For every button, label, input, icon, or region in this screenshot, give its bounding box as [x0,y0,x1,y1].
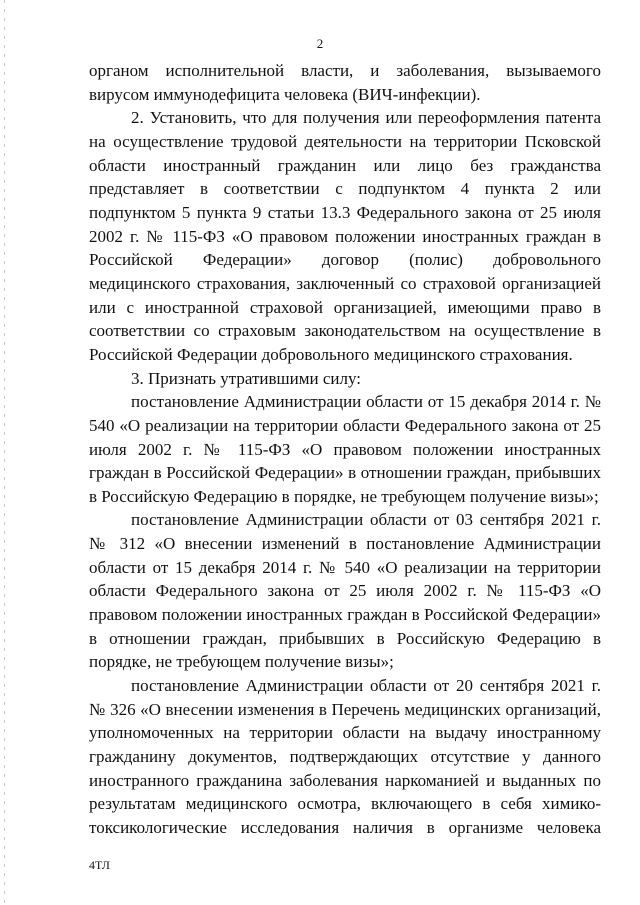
footer-code: 4ТЛ [89,858,110,872]
paragraph-repeal-326: постановление Администрации области от 20 сентября 2021 г. № 326 «О внесении изменения в Перечень медицинских организаций, уполномоченных на территории области на выдачу иностранному гражданину документов, подтверждающих отсутствие у данного иностранного гражданина заболевания наркоманией и выданных по результатам медицинского осмотра, включающего в себя химико-токсикологические исследования наличия в организме человека [89,676,601,837]
page-number: 2 [316,36,324,51]
document-body [89,59,601,840]
paragraph-repeal-312: постановление Администрации области от 03 сентября 2021 г. № 312 «О внесении изменений в постановление Администрации области от 15 декабря 2014 г. № 540 «О реализации на территории области Федерального закона от 25 июля 2002 г. № 115-ФЗ «О правовом положении иностранных граждан в Российской Федерации» в отношении граждан, прибывших в Российскую Федерацию в порядке, не требующем получение визы»; [89,510,601,672]
scan-edge-line [4,0,5,905]
paragraph-item-2: 2. Установить, что для получения или переоформления патента на осуществление трудовой деятельности на территории Псковской области иностранный гражданин или лицо без гражданства представляет в соответствии с подпунктом 4 пункта 2 или подпунктом 5 пункта 9 статьи 13.3 Федерального закона от 25 июля 2002 г. № 115-ФЗ «О правовом положении иностранных граждан в Российской Федерации» договор (полис) добровольного медицинского страхования, заключенный со страховой организацией или с иностранной страховой организацией, имеющими право в соответствии со страховым законодательством на осуществление в Российской Федерации добровольного медицинского страхования. [89,108,601,364]
paragraph-item-3: 3. Признать утратившими силу: [131,368,361,388]
paragraph-continuation: органом исполнительной власти, и заболевания, вызываемого вирусом иммунодефицита человека (ВИЧ-инфекции). [89,61,601,104]
paragraph-repeal-540: постановление Администрации области от 15 декабря 2014 г. № 540 «О реализации на территории области Федерального закона от 25 июля 2002 г. № 115-ФЗ «О правовом положении иностранных граждан в Российской Федерации» в отношении граждан, прибывших в Российскую Федерацию в порядке, не требующем получение визы»; [89,392,601,506]
